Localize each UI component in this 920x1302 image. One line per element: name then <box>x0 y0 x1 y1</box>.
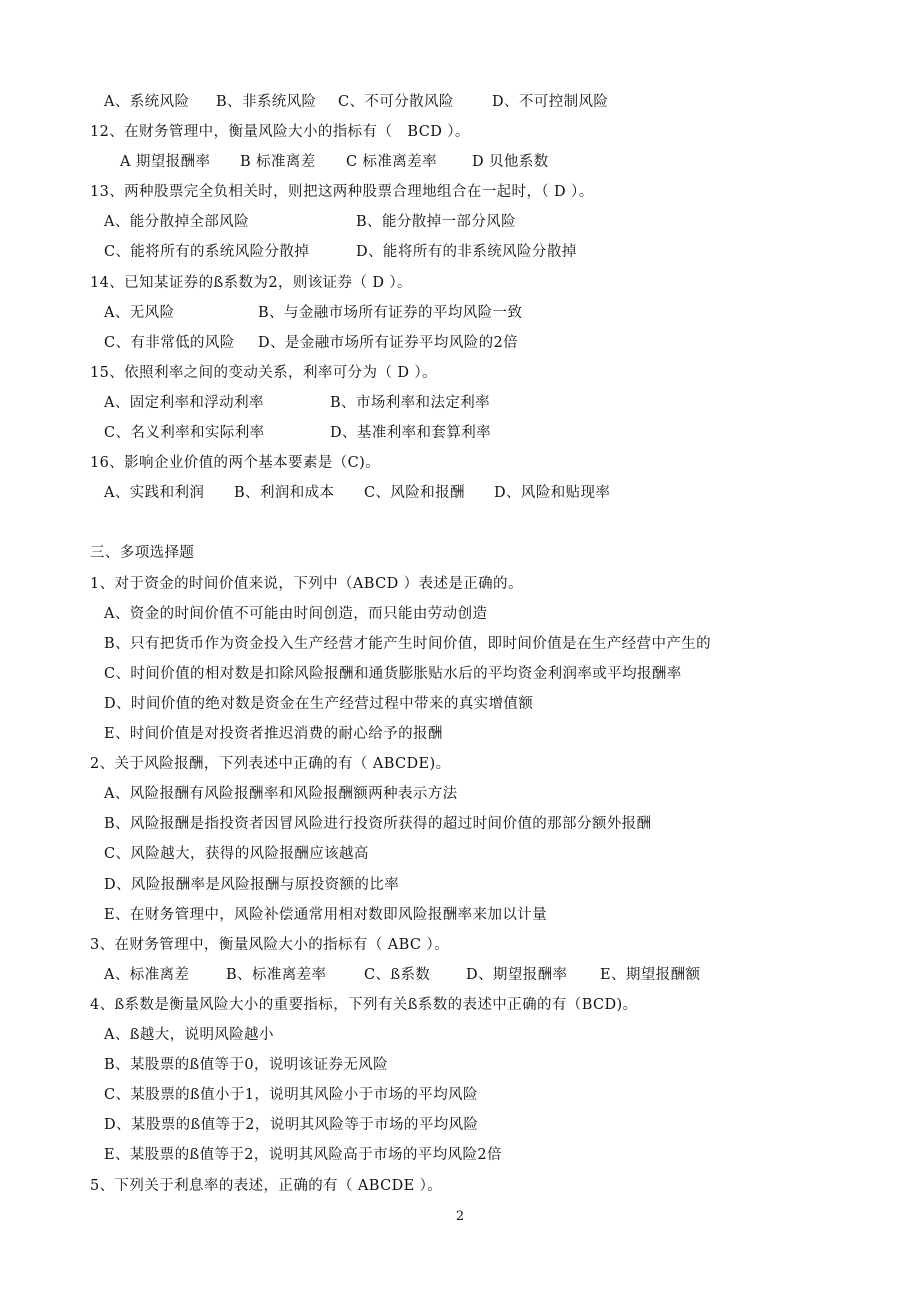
option-text: D 贝他系数 <box>472 154 549 170</box>
option-text: A、资金的时间价值不可能由时间创造，而只能由劳动创造 <box>104 606 488 622</box>
option-text: B、标准离差率 <box>226 967 327 983</box>
question-text: 16、影响企业价值的两个基本要素是（C)。 <box>90 455 381 471</box>
option-text: E、期望报酬额 <box>600 967 701 983</box>
option-text: A、能分散掉全部风险 <box>104 214 249 230</box>
option-text: A、标准离差 <box>104 967 190 983</box>
option-text: A、ß越大，说明风险越小 <box>104 1027 274 1043</box>
option-text: D、某股票的ß值等于2，说明其风险等于市场的平均风险 <box>104 1117 479 1133</box>
option-text: A、系统风险 <box>104 94 190 110</box>
option-text: D、是金融市场所有证券平均风险的2倍 <box>258 335 519 351</box>
option-text: E、时间价值是对投资者推迟消费的耐心给予的报酬 <box>104 726 443 742</box>
question-text: 5、下列关于利息率的表述，正确的有（ ABCDE ）。 <box>90 1178 443 1194</box>
question-text: 15、依照利率之间的变动关系，利率可分为（ D ）。 <box>90 365 437 381</box>
option-text: B、某股票的ß值等于0，说明该证券无风险 <box>104 1057 389 1073</box>
option-text: C、不可分散风险 <box>338 94 454 110</box>
option-text: E、在财务管理中，风险补偿通常用相对数即风险报酬率来加以计量 <box>104 907 548 923</box>
option-text: C、风险越大，获得的风险报酬应该越高 <box>104 846 369 862</box>
option-text: D、不可控制风险 <box>492 94 609 110</box>
option-text: B、与金融市场所有证券的平均风险一致 <box>258 305 523 321</box>
option-text: A、风险报酬有风险报酬率和风险报酬额两种表示方法 <box>104 786 458 802</box>
option-text: B、非系统风险 <box>216 94 317 110</box>
question-text: 13、两种股票完全负相关时，则把这两种股票合理地组合在一起时，（ D ）。 <box>90 184 594 200</box>
option-text: C、风险和报酬 <box>364 485 465 501</box>
option-text: C、ß系数 <box>364 967 431 983</box>
question-text: 2、关于风险报酬，下列表述中正确的有（ ABCDE)。 <box>90 756 451 772</box>
option-text: D、风险和贴现率 <box>494 485 611 501</box>
question-text: 12、在财务管理中，衡量风险大小的指标有（ BCD ）。 <box>90 124 470 140</box>
option-text: C 标准离差率 <box>346 154 438 170</box>
question-text: 3、在财务管理中，衡量风险大小的指标有（ ABC ）。 <box>90 937 449 953</box>
option-text: B、利润和成本 <box>234 485 335 501</box>
option-text: C、名义利率和实际利率 <box>104 425 265 441</box>
option-text: A 期望报酬率 <box>120 154 211 170</box>
option-text: B、风险报酬是指投资者因冒风险进行投资所获得的超过时间价值的那部分额外报酬 <box>104 816 652 832</box>
option-text: C、能将所有的系统风险分散掉 <box>104 244 310 260</box>
option-text: B、市场利率和法定利率 <box>330 395 491 411</box>
question-text: 14、已知某证券的ß系数为2，则该证券（ D ）。 <box>90 275 412 291</box>
option-text: A、无风险 <box>104 305 175 321</box>
option-text: B、能分散掉一部分风险 <box>356 214 517 230</box>
option-text: C、某股票的ß值小于1，说明其风险小于市场的平均风险 <box>104 1087 478 1103</box>
question-text: 三、多项选择题 <box>90 545 195 561</box>
option-text: C、时间价值的相对数是扣除风险报酬和通货膨胀贴水后的平均资金利润率或平均报酬率 <box>104 666 682 682</box>
option-text: D、基准利率和套算利率 <box>330 425 492 441</box>
question-text: 4、ß系数是衡量风险大小的重要指标，下列有关ß系数的表述中正确的有（BCD)。 <box>90 997 638 1013</box>
option-text: B、只有把货币作为资金投入生产经营才能产生时间价值，即时间价值是在生产经营中产生的 <box>104 636 712 652</box>
option-text: A、固定利率和浮动利率 <box>104 395 264 411</box>
option-text: E、某股票的ß值等于2，说明其风险高于市场的平均风险2倍 <box>104 1147 502 1163</box>
option-text: C、有非常低的风险 <box>104 335 235 351</box>
option-text: D、风险报酬率是风险报酬与原投资额的比率 <box>104 877 400 893</box>
option-text: B 标准离差 <box>240 154 316 170</box>
question-text: 1、对于资金的时间价值来说，下列中（ABCD ）表述是正确的。 <box>90 576 523 592</box>
option-text: D、能将所有的非系统风险分散掉 <box>356 244 577 260</box>
option-text: D、期望报酬率 <box>466 967 568 983</box>
option-text: A、实践和利润 <box>104 485 205 501</box>
page-number: 2 <box>455 1209 465 1224</box>
option-text: D、时间价值的绝对数是资金在生产经营过程中带来的真实增值额 <box>104 696 534 712</box>
